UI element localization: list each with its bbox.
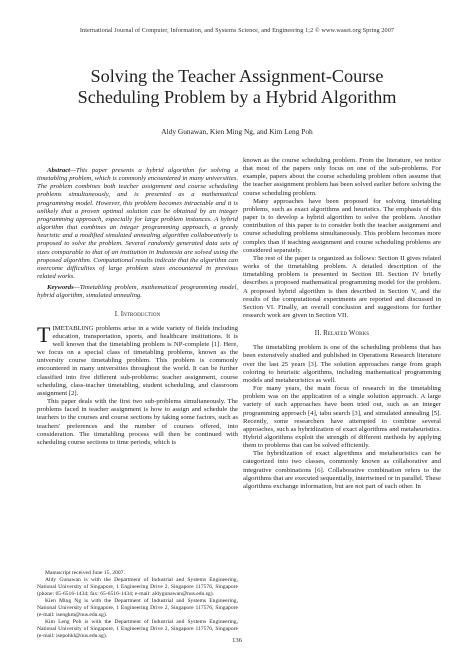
section-heading-introduction: [37, 311, 238, 319]
keywords-block: [37, 284, 238, 300]
footnote-received: Manuscript received June 15, 2007.: [45, 570, 125, 576]
drop-cap-letter: T: [37, 321, 51, 347]
footnotes: [37, 570, 238, 640]
title-line-1: Solving the Teacher Assignment-Course: [90, 66, 384, 86]
section-1-numeral: I.: [114, 310, 119, 318]
section-2-title: Related Works: [323, 330, 370, 338]
journal-header: International Journal of Computer, Information, and Systems Science, and Engineering 1;2 © www.waset.org Spring 2007: [79, 27, 395, 34]
abstract-text: —This paper presents a hybrid algorithm for solving a timetabling problem, which is commonly encountered in many universities. The problem combines both teacher assignment and course scheduling problems simultaneously, and is presented as a mathematical programming model. However, this problem becomes intractable and it is unlikely that a proven optimal solution can be obtained by an integer programming approach, especially for large problem instances. A hybrid algorithm that combines an integer programming approach, a greedy heuristic and a modified simulated annealing algorithm collaboratively is proposed to solve the problem. Several randomly generated data sets of sizes comparable to that of an institution in Indonesia are solved using the proposed algorithm. Computational results indicate that the algorithm can overcome difficulties of large problem sizes encountered in previous related works.: [37, 167, 238, 281]
right-paragraph-1: known as the course scheduling problem. From the literature, we notice that most of the papers only focus on one of the sub-problems. For example, papers about the course scheduling problem often assume that the teacher assignment problem has been solved earlier before solving the course scheduling problem.: [243, 157, 441, 197]
section-1-title: Introduction: [120, 310, 161, 318]
related-paragraph-3: The hybridization of exact algorithms and metaheuristics can be categorized into two classes, commonly known as collaborative and integrative combinations [6]. Collaborative combination refers to the algorithms that are executed sequentially, intertwined or in parallel. These algorithms exchange information, but are not part of each other. In: [243, 450, 441, 490]
footnote-author-2: Kien Ming Ng is with the Department of Industrial and Systems Engineering, National University of Singapore, 1 Engineering Drive 2, Singapore 117576, Singapore (e-mail: isengkm@nus.edu.sg).: [37, 598, 238, 618]
page-number: 136: [232, 637, 242, 644]
footnote-author-1: Aldy Gunawan is with the Department of Industrial and Systems Engineering, National University of Singapore, 1 Engineering Drive 2, Singapore 117576, Singapore (phone: 65-6516-1434; fax: 65-6516-1434; e-mail: aldygunawan@nus.edu.sg).: [37, 577, 238, 597]
left-column: [37, 167, 238, 447]
title-line-2: Scheduling Problem by a Hybrid Algorithm: [77, 87, 397, 107]
keywords-text: —Timetabling problem, mathematical programming model, hybrid algorithm, simulated annealing.: [37, 284, 238, 300]
section-2-numeral: II.: [314, 330, 322, 338]
abstract-block: [37, 167, 238, 281]
keywords-label: Keywords: [47, 284, 74, 292]
footnote-author-3: Kim Leng Poh is with the Department of Industrial and Systems Engineering, National University of Singapore, 1 Engineering Drive 2, Singapore 117576, Singapore (e-mail: isepohkl@nus.edu.sg).: [37, 619, 238, 639]
author-list: Aldy Gunawan, Kien Ming Ng, and Kim Leng Poh: [161, 127, 313, 136]
right-paragraph-3: The rest of the paper is organized as follows: Section II gives related works of the timetabling problem. A detailed description of the timetabling problem is presented in Section III. Section IV briefly describes a proposed mathematical programming model for the problem. A proposed hybrid algorithm is then described in Section V, and the results of the computational experiments are reported and discussed in Section VI. Finally, an overall conclusion and suggestions for further research work are given in Section VII.: [243, 254, 441, 319]
intro-paragraph-2: This paper deals with the first two sub-problems simultaneously. The problems faced in teacher assignment is how to assign and schedule the teachers to the courses and course sections by taking some factors, such as teachers' preferences and the number of courses offered, into consideration. The timetabling process will then be continued with scheduling course sections to time periods, which is: [37, 398, 238, 446]
related-paragraph-1: The timetabling problem is one of the scheduling problems that has been extensively studied and published in Operations Research literature over the last 25 years [3]. The solution approaches range from graph coloring to heuristic algorithms, including mathematical programming models and metaheuristics as well.: [243, 344, 441, 384]
intro-paragraph-1: [37, 321, 238, 398]
paper-title: [20, 66, 454, 108]
right-column: [243, 157, 441, 491]
abstract-label: Abstract: [47, 167, 71, 174]
section-heading-related-works: [243, 330, 441, 338]
intro-paragraph-1-text: IMETABLING problems arise in a wide variety of fields including education, transportation, sports, and healthcare institutions. It is well known that the timetabling problem is NP-complete [1]. Here, we focus on a special class of timetabling problems, known as the university course timetabling problem. This problem is commonly encountered in many universities throughout the world. It can be further classified into five different sub-problems: teacher assignment, course scheduling, class-teacher timetabling, student scheduling, and classroom assignment [2].: [37, 324, 238, 397]
related-paragraph-2: For many years, the main focus of research in the timetabling problem was on the application of a single solution approach. A large variety of such approaches have been tried out, such as an integer programming approach [4], tabu search [3], and simulated annealing [5]. Recently, some researchers have attempted to combine several approaches, such as hybridization of exact algorithms and metaheuristics. Hybrid algorithms exploit the strength of different methods by applying them to problems that can be solved efficiently.: [243, 385, 441, 450]
right-paragraph-2: Many approaches have been proposed for solving timetabling problems, such as exact algorithms and heuristics. The emphasis of this paper is to develop a hybrid algorithm to solve the problem. Another contribution of this paper is to consider both the teacher assignment and course scheduling problems simultaneously. This problem becomes more complex than if teaching assignment and course scheduling problems are considered separately.: [243, 197, 441, 254]
